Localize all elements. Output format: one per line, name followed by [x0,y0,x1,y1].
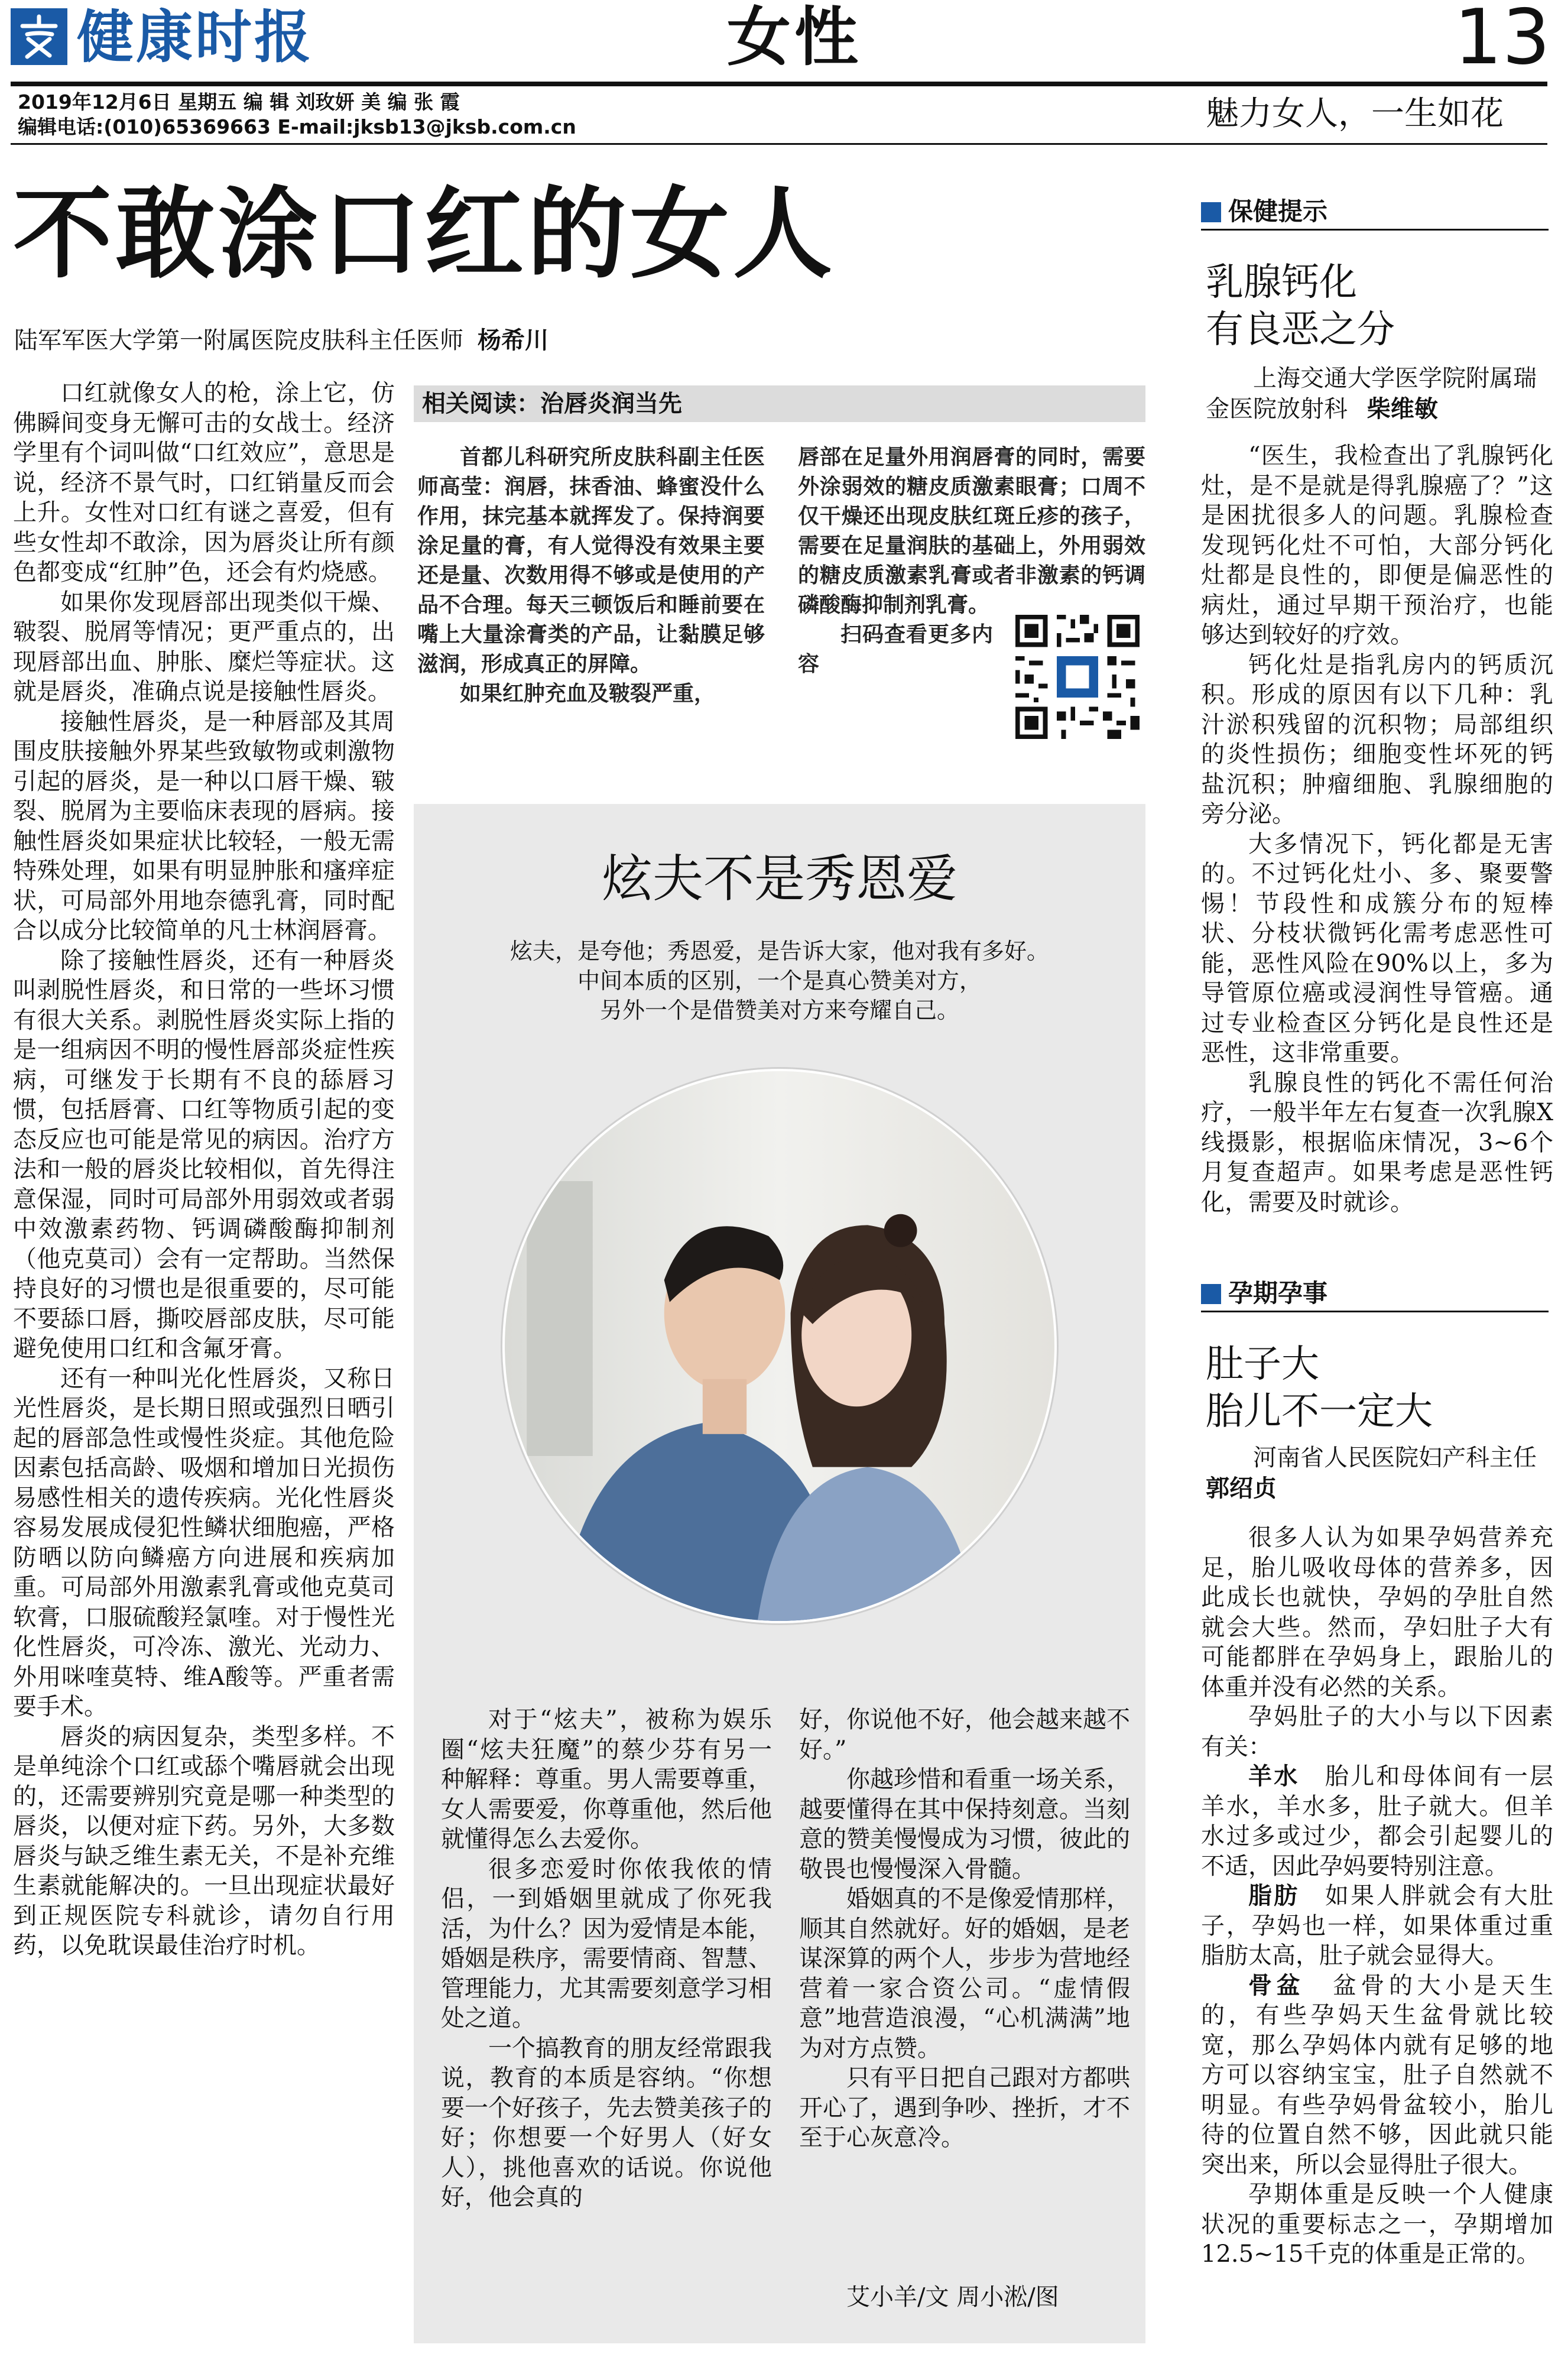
sidebar-article-title: 肚子大 胎儿不一定大 [1206,1343,1433,1434]
feature-paragraph: 好，你说他不好，他会越来越不好。” [799,1706,1130,1763]
section-slogan: 魅力女人，一生如花 [1206,95,1504,133]
main-byline [14,324,548,357]
keyword: 羊水 [1248,1762,1300,1790]
qr-code-icon[interactable] [1011,610,1144,744]
sidebar-paragraph: 脂肪 如果人胖就会有大肚子，孕妈也一样，如果体重过重脂肪太高，肚子就会显得大。 [1201,1882,1553,1969]
subheader-divider [11,143,1547,145]
intro-line: 炫夫，是夸他；秀恩爱，是告诉大家，他对我有多好。 [509,938,1049,964]
related-reading-scan [798,620,993,761]
article-paragraph: 还有一种叫光化性唇炎，又称日光性唇炎，是长期日照或强烈日晒引起的唇部急性或慢性炎症。其他危险因素包括高龄、吸烟和增加日光损伤易感性相关的遗传疾病。光化性唇炎容易发展成侵犯性鳞状细胞癌，严格防晒以防向鳞癌方向进展和疾病加重。可局部外用激素乳膏或他克莫司软膏，口服硫酸羟氯喹。对于慢性光化性唇炎，可冷冻、激光、光动力、外用咪喹莫特、维A酸等。严重者需要手术。 [13,1364,395,1720]
byline-affiliation: 陆军军医大学第一附属医院皮肤科主任医师 [14,327,463,354]
related-reading-col1 [417,442,765,761]
keyword: 脂肪 [1248,1882,1300,1909]
related-paragraph: 如果红肿充血及皲裂严重， [460,681,716,706]
sidebar-paragraph: 钙化灶是指乳房内的钙质沉积。形成的原因有以下几种：乳汁淤积残留的沉积物；局部组织的炎性损伤；细胞变性坏死的钙盐沉积；肿瘤细胞、乳腺细胞的旁分泌。 [1201,651,1553,828]
square-bullet-icon [1201,1284,1221,1304]
related-reading-header: 相关阅读：治唇炎润当先 [414,385,1145,422]
feature-body-col1 [441,1705,772,2320]
sidebar-byline: 河南省人民医院妇产科主任 郭绍贞 [1206,1444,1537,1502]
related-paragraph: 首都儿科研究所皮肤科副主任医师高莹：润唇，抹香油、蜂蜜没什么作用，抹完基本就挥发了。保持润要涂足量的膏，有人觉得没有效果主要还是量、次数用得不够或是使用的产品不合理。每天三顿饭后和睡前要在嘴上大量涂膏类的产品，让黏膜足够滋润，形成真正的屏障。 [417,445,765,676]
main-article-body [13,378,395,2350]
header-divider [11,82,1547,86]
sidebar-paragraph: 乳腺良性的钙化不需任何治疗，一般半年左右复查一次乳腺X线摄影，根据临床情况，3~6个月复查超声。如果考虑是恶性钙化，需要及时就诊。 [1201,1069,1553,1216]
newspaper-name: 健康时报 [77,4,313,70]
sidebar-article-body [1201,1523,1553,2350]
article-paragraph: 口红就像女人的枪，涂上它，仿佛瞬间变身无懈可击的女战士。经济学里有个词叫做“口红效应”，意思是说，经济不景气时，口红销量反而会上升。女性对口红有谜之喜爱，但有些女性却不敢涂，因为唇炎让所有颜色都变成“红肿”色，还会有灼烧感。 [13,380,395,586]
related-reading-col2 [798,442,1145,620]
sidebar-paragraph: 孕妈肚子的大小与以下因素有关： [1201,1703,1553,1760]
issue-info: 2019年12月6日 星期五 编 辑 刘玫妍 美 编 张 霞 [18,90,460,114]
feature-intro [414,936,1145,1025]
feature-paragraph: 你越珍惜和看重一场关系，越要懂得在其中保持刻意。当刻意的赞美慢慢成为习惯，彼此的敬畏也慢慢深入骨髓。 [799,1766,1130,1883]
couple-photo [502,1069,1057,1623]
sidebar-author: 柴维敏 [1367,395,1438,423]
article-paragraph: 除了接触性唇炎，还有一种唇炎叫剥脱性唇炎，和日常的一些坏习惯有很大关系。剥脱性唇炎实际上指的是一组病因不明的慢性唇部炎症性疾病，可继发于长期有不良的舔唇习惯，包括唇膏、口红等物质引起的变态反应也可能是常见的病因。治疗方法和一般的唇炎比较相似，首先得注意保湿，同时可局部外用弱效或者弱中效激素药物、钙调磷酸酶抑制剂（他克莫司）会有一定帮助。当然保持良好的习惯也是很重要的，尽可能不要舔口唇，撕咬唇部皮肤，尽可能避免使用口红和含氟牙膏。 [13,946,395,1362]
article-paragraph: 唇炎的病因复杂，类型多样。不是单纯涂个口红或舔个嘴唇就会出现的，还需要辨别究竟是哪一种类型的唇炎，以便对症下药。另外，大多数唇炎与缺乏维生素无关，不是补充维生素就能解决的。一旦出现症状最好到正规医院专科就诊，请勿自行用药，以免耽误最佳治疗时机。 [13,1723,395,1959]
intro-line: 中间本质的区别，一个是真心赞美对方， [577,968,982,994]
sidebar-author: 郭绍贞 [1206,1475,1277,1502]
sidebar-paragraph: 很多人认为如果孕妈营养充足，胎儿吸收母体的营养多，因此成长也就快，孕妈的孕肚自然就会大些。然而，孕妇肚子大有可能都胖在孕妈身上，跟胎儿的体重并没有必然的关系。 [1201,1524,1553,1701]
related-paragraph: 唇部在足量外用润唇膏的同时，需要外涂弱效的糖皮质激素眼膏；口周不仅干燥还出现皮肤红斑丘疹的孩子，需要在足量润肤的基础上，外用弱效的糖皮质激素乳膏或者非激素的钙调磷酸酶抑制剂乳膏。 [798,445,1145,617]
sidebar-paragraph: 孕期体重是反映一个人健康状况的重要标志之一，孕期增加12.5~15千克的体重是正常的。 [1201,2181,1553,2268]
sidebar-paragraph: 大多情况下，钙化都是无害的。不过钙化灶小、多、聚要警惕！节段性和成簇分布的短棒状、分枝状微钙化需考虑恶性可能，恶性风险在90%以上，多为导管原位癌或浸润性导管癌。通过专业检查区分钙化是良性还是恶性，这非常重要。 [1201,830,1553,1066]
sidebar-article-body [1201,441,1553,1251]
sidebar-section-header: 保健提示 [1201,193,1549,231]
sidebar-section-header: 孕期孕事 [1201,1275,1549,1312]
sidebar-paragraph: 羊水 胎儿和母体间有一层羊水，羊水多，肚子就大。但羊水过多或过少，都会引起婴儿的不适，因此孕妈要特别注意。 [1201,1762,1553,1880]
newspaper-logo-icon [11,8,67,65]
keyword: 骨盆 [1248,1971,1305,1999]
article-paragraph: 接触性唇炎，是一种唇部及其周围皮肤接触外界某些致敏物或刺激物引起的唇炎，是一种以口唇干燥、皲裂、脱屑为主要临床表现的唇病。接触性唇炎如果症状比较轻，一般无需特殊处理，如果有明显肿胀和瘙痒症状，可局部外用地奈德乳膏，同时配合以成分比较简单的凡士林润唇膏。 [13,708,395,944]
byline-author: 杨希川 [478,327,548,354]
feature-credit: 艾小羊/文 周小淞/图 [846,2284,1059,2311]
sidebar-byline: 上海交通大学医学院附属瑞金医院放射科 柴维敏 [1206,365,1537,423]
related-lead: 首都儿科研究所皮肤科副主任医师高莹： [417,445,765,499]
feature-paragraph: 很多恋爱时你侬我侬的情侣，一到婚姻里就成了你死我活，为什么？因为爱情是本能，婚姻是秩序，需要情商、智慧、管理能力，尤其需要刻意学习相处之道。 [441,1855,772,2032]
sidebar-article-title: 乳腺钙化 有良恶之分 [1206,261,1395,352]
contact-info: 编辑电话:(010)65369663 E-mail:jksb13@jksb.com.cn [18,115,576,138]
intro-line: 另外一个是借赞美对方来夸耀自己。 [599,997,959,1023]
feature-body-col2 [799,1705,1130,2272]
sidebar-paragraph: “医生，我检查出了乳腺钙化灶，是不是就是得乳腺癌了？”这是困扰很多人的问题。乳腺检查发现钙化灶不可怕，大部分钙化灶都是良性的，即便是偏恶性的病灶，通过早期干预治疗，也能够达到较好的疗效。 [1201,442,1553,648]
section-title: 女性 [727,1,862,74]
feature-paragraph: 婚姻真的不是像爱情那样，顺其自然就好。好的婚姻，是老谋深算的两个人，步步为营地经营着一家合资公司。“虚情假意”地营造浪漫，“心机满满”地为对方点赞。 [799,1885,1130,2062]
feature-paragraph: 一个搞教育的朋友经常跟我说，教育的本质是容纳。“你想要一个好孩子，先去赞美孩子的好；你想要一个好男人（好女人），挑他喜欢的话说。你说他好，他会真的 [441,2034,772,2211]
sidebar-paragraph: 骨盆 盆骨的大小是天生的，有些孕妈天生盆骨就比较宽，那么孕妈体内就有足够的地方可以容纳宝宝，肚子自然就不明显。有些孕妈骨盆较小，胎儿待的位置自然不够，因此就只能突出来，所以会显得肚子很大。 [1201,1971,1553,2178]
feature-paragraph: 对于“炫夫”，被称为娱乐圈“炫夫狂魔”的蔡少芬有另一种解释：尊重。男人需要尊重，女人需要爱，你尊重他，然后他就懂得怎么去爱你。 [441,1706,772,1853]
scan-prompt: 扫码查看更多内容 [798,622,993,676]
page-number: 13 [1454,0,1550,82]
article-paragraph: 如果你发现唇部出现类似干燥、皲裂、脱屑等情况；更严重点的，出现唇部出血、肿胀、糜烂等症状。这就是唇炎，准确点说是接触性唇炎。 [13,588,395,705]
square-bullet-icon [1201,202,1221,222]
main-headline: 不敢涂口红的女人 [13,176,836,292]
feature-title: 炫夫不是秀恩爱 [602,849,957,909]
feature-paragraph: 只有平日把自己跟对方都哄开心了，遇到争吵、挫折，才不至于心灰意冷。 [799,2064,1130,2151]
